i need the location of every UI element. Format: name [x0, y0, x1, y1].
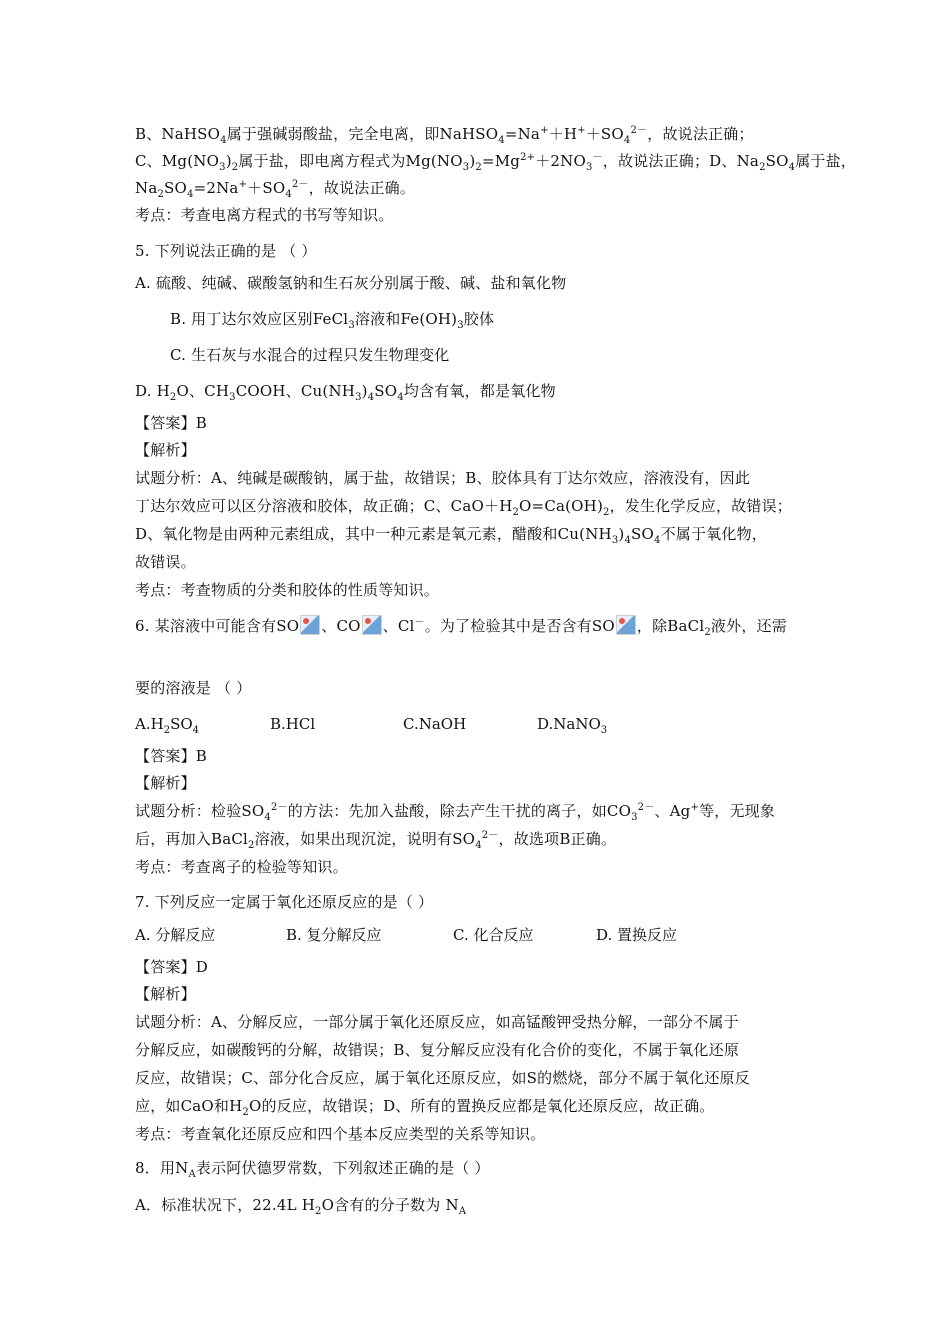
analysis-line — [135, 496, 792, 516]
analysis-line: 试题分析：A、纯碱是碳酸钠，属于盐，故错误；B、胶体具有丁达尔效应，溶液没有，因此 — [135, 469, 751, 487]
superscript: 2－ — [291, 179, 309, 190]
text: 、Ag — [654, 802, 691, 820]
subscript: 4 — [397, 392, 404, 403]
analysis-heading: 【解析】 — [135, 774, 196, 792]
text: O的反应，故错误；D、所有的置换反应都是氧化还原反应，故正确。 — [248, 1097, 715, 1115]
text: 液外，还需 — [710, 617, 787, 635]
subscript: 4 — [367, 392, 375, 403]
subscript: 2 — [512, 507, 520, 518]
subscript: 3 — [631, 812, 638, 823]
subscript: 3 — [586, 162, 593, 173]
text: A．标准状况下，22.4L H — [135, 1196, 316, 1214]
subscript: 3 — [229, 392, 236, 403]
superscript: － — [592, 152, 603, 163]
text: SO — [374, 382, 398, 400]
subscript: 4 — [654, 535, 661, 546]
subscript: 3 — [355, 392, 362, 403]
text: B、NaHSO — [135, 125, 221, 143]
answer: 【答案】B — [135, 414, 208, 432]
text: ，故选项B正确。 — [498, 830, 617, 848]
text: SO — [170, 715, 193, 733]
subscript: 4 — [624, 535, 632, 546]
subscript: A — [458, 1206, 467, 1217]
text: 、CO — [321, 617, 361, 635]
text: C、Mg(NO — [135, 152, 220, 170]
analysis-heading: 【解析】 — [135, 985, 196, 1003]
superscript: + — [238, 179, 248, 190]
text: ，故说法正确； — [647, 125, 754, 143]
subscript: 4 — [498, 135, 505, 146]
text: 属于强碱弱酸盐，完全电离，即NaHSO — [226, 125, 499, 143]
text: 的方法：先加入盐酸，除去产生干扰的离子，如CO — [287, 802, 632, 820]
subscript: 3 — [462, 162, 470, 173]
text: ，故说法正确。 — [308, 179, 416, 197]
option-a — [135, 714, 199, 734]
subscript: 4 — [187, 189, 194, 200]
text: ，故说法正确；D、Na — [602, 152, 760, 170]
superscript: 2－ — [630, 125, 648, 136]
text: D. H — [135, 382, 170, 400]
analysis-line: 分解反应，如碳酸钙的分解，故错误；B、复分解反应没有化合价的变化，不属于氧化还原 — [135, 1041, 740, 1059]
text: ＋H — [548, 125, 578, 143]
option-c: C. 化合反应 — [453, 926, 534, 944]
text: 后，再加入BaCl — [135, 830, 249, 848]
text: A.H — [135, 715, 164, 733]
option-b: B. 复分解反应 — [286, 926, 382, 944]
subscript: 2 — [603, 507, 610, 518]
text: ，发生化学反应，故错误； — [609, 497, 792, 515]
superscript: + — [690, 802, 700, 813]
text: =Mg — [481, 152, 521, 170]
question-stem: 5. 下列说法正确的是 （ ） — [135, 242, 317, 260]
answer: 【答案】D — [135, 958, 209, 976]
text: O、CH — [176, 382, 230, 400]
text: =Na — [504, 125, 541, 143]
broken-image-icon — [362, 615, 382, 635]
text-line — [135, 124, 754, 144]
subscript: 2 — [475, 162, 482, 173]
analysis-line — [135, 829, 616, 849]
option-a: A. 分解反应 — [135, 926, 216, 944]
text: 、Cl — [382, 617, 415, 635]
analysis-line: 反应，故错误；C、部分化合反应，属于氧化还原反应，如S的燃烧，部分不属于氧化还原反 — [135, 1069, 750, 1087]
text: 表示阿伏德罗常数，下列叙述正确的是（ ） — [195, 1159, 490, 1177]
subscript: 2 — [242, 1107, 249, 1118]
subscript: 4 — [788, 162, 796, 173]
text: 不属于氧化物， — [660, 525, 767, 543]
subscript: 2 — [759, 162, 766, 173]
text: =2Na — [193, 179, 239, 197]
text: Na — [135, 179, 158, 197]
analysis-line — [135, 1096, 715, 1116]
text: 均含有氧，都是氧化物 — [403, 382, 556, 400]
subscript: 4 — [192, 725, 200, 736]
text: SO — [164, 179, 188, 197]
subscript: 2 — [231, 162, 239, 173]
analysis-heading: 【解析】 — [135, 441, 196, 459]
subscript: 2 — [248, 840, 255, 851]
text: 试题分析：检验SO — [135, 802, 265, 820]
exam-point: 考点：考查物质的分类和胶体的性质等知识。 — [135, 581, 440, 599]
text: 属于盐，即电离方程式为Mg(NO — [238, 152, 463, 170]
subscript: 3 — [611, 535, 619, 546]
superscript: － — [414, 617, 425, 628]
subscript: 4 — [285, 189, 292, 200]
text: ) — [469, 152, 476, 170]
text: 胶体 — [463, 310, 495, 328]
text-line — [135, 151, 856, 171]
superscript: 2－ — [637, 802, 655, 813]
text: ＋SO — [585, 125, 624, 143]
question-stem-continued: 要的溶液是 （ ） — [135, 679, 252, 697]
broken-image-icon — [300, 615, 320, 635]
subscript: 3 — [600, 725, 608, 736]
option-c — [403, 714, 466, 734]
text: C.NaOH — [403, 715, 467, 733]
subscript: 4 — [475, 840, 482, 851]
text: 属于盐， — [795, 152, 856, 170]
text: ＋2NO — [535, 152, 587, 170]
subscript: 2 — [704, 627, 711, 638]
text: SO — [631, 525, 654, 543]
option-c: C. 生石灰与水混合的过程只发生物理变化 — [170, 346, 450, 364]
text: ) — [225, 152, 232, 170]
question-stem: 7. 下列反应一定属于氧化还原反应的是（ ） — [135, 893, 434, 911]
subscript: 3 — [348, 320, 355, 331]
text: D、氧化物是由两种元素组成，其中一种元素是氧元素，醋酸和Cu(NH — [135, 525, 612, 543]
question-stem — [135, 1158, 490, 1178]
answer: 【答案】B — [135, 747, 208, 765]
subscript: 3 — [457, 320, 464, 331]
text: D.NaNO — [537, 715, 601, 733]
question-stem — [135, 615, 787, 636]
subscript: A — [188, 1169, 196, 1180]
subscript: 2 — [157, 189, 165, 200]
superscript: + — [577, 125, 586, 136]
text: 6. 某溶液中可能含有SO — [135, 617, 300, 635]
text: 等，无现象 — [699, 802, 776, 820]
exam-point: 考点：考查电离方程式的书写等知识。 — [135, 206, 394, 224]
option-a: A. 硫酸、纯碱、碳酸氢钠和生石灰分别属于酸、碱、盐和氧化物 — [135, 274, 567, 292]
option-b — [170, 309, 494, 329]
text: SO — [765, 152, 789, 170]
text: 溶液和Fe(OH) — [354, 310, 458, 328]
text: ，除BaCl — [636, 617, 705, 635]
exam-point: 考点：考查氧化还原反应和四个基本反应类型的关系等知识。 — [135, 1125, 546, 1143]
text: B.HCl — [270, 715, 316, 733]
text: O含有的分子数为 N — [321, 1196, 459, 1214]
subscript: 2 — [169, 392, 177, 403]
exam-point: 考点：考查离子的检验等知识。 — [135, 858, 348, 876]
text: COOH、Cu(NH — [235, 382, 356, 400]
subscript: 4 — [220, 135, 227, 146]
option-d — [135, 381, 556, 401]
analysis-line — [135, 801, 775, 821]
subscript: 2 — [315, 1206, 322, 1217]
text: O=Ca(OH) — [519, 497, 604, 515]
text: 。为了检验其中是否含有SO — [424, 617, 615, 635]
text: 丁达尔效应可以区分溶液和胶体，故正确；C、CaO＋H — [135, 497, 513, 515]
text-line — [135, 178, 415, 198]
superscript: 2－ — [481, 830, 499, 841]
text: ＋SO — [247, 179, 286, 197]
analysis-line — [135, 524, 767, 544]
superscript: 2－ — [270, 802, 288, 813]
analysis-line: 试题分析：A、分解反应，一部分属于氧化还原反应，如高锰酸钾受热分解，一部分不属于 — [135, 1013, 739, 1031]
broken-image-icon — [616, 615, 636, 635]
subscript: 3 — [219, 162, 226, 173]
text: 应，如CaO和H — [135, 1097, 243, 1115]
text: B. 用丁达尔效应区别FeCl — [170, 310, 349, 328]
option-d — [537, 714, 607, 734]
analysis-line: 故错误。 — [135, 553, 196, 571]
text: ) — [361, 382, 368, 400]
superscript: + — [540, 125, 549, 136]
subscript: 2 — [163, 725, 171, 736]
text: 8．用N — [135, 1159, 189, 1177]
text: ) — [618, 525, 625, 543]
text: 溶液，如果出现沉淀，说明有SO — [254, 830, 476, 848]
subscript: 4 — [623, 135, 631, 146]
option-a — [135, 1195, 466, 1215]
option-b — [270, 714, 315, 734]
subscript: 4 — [264, 812, 271, 823]
option-d: D. 置换反应 — [596, 926, 678, 944]
superscript: 2+ — [520, 152, 536, 163]
